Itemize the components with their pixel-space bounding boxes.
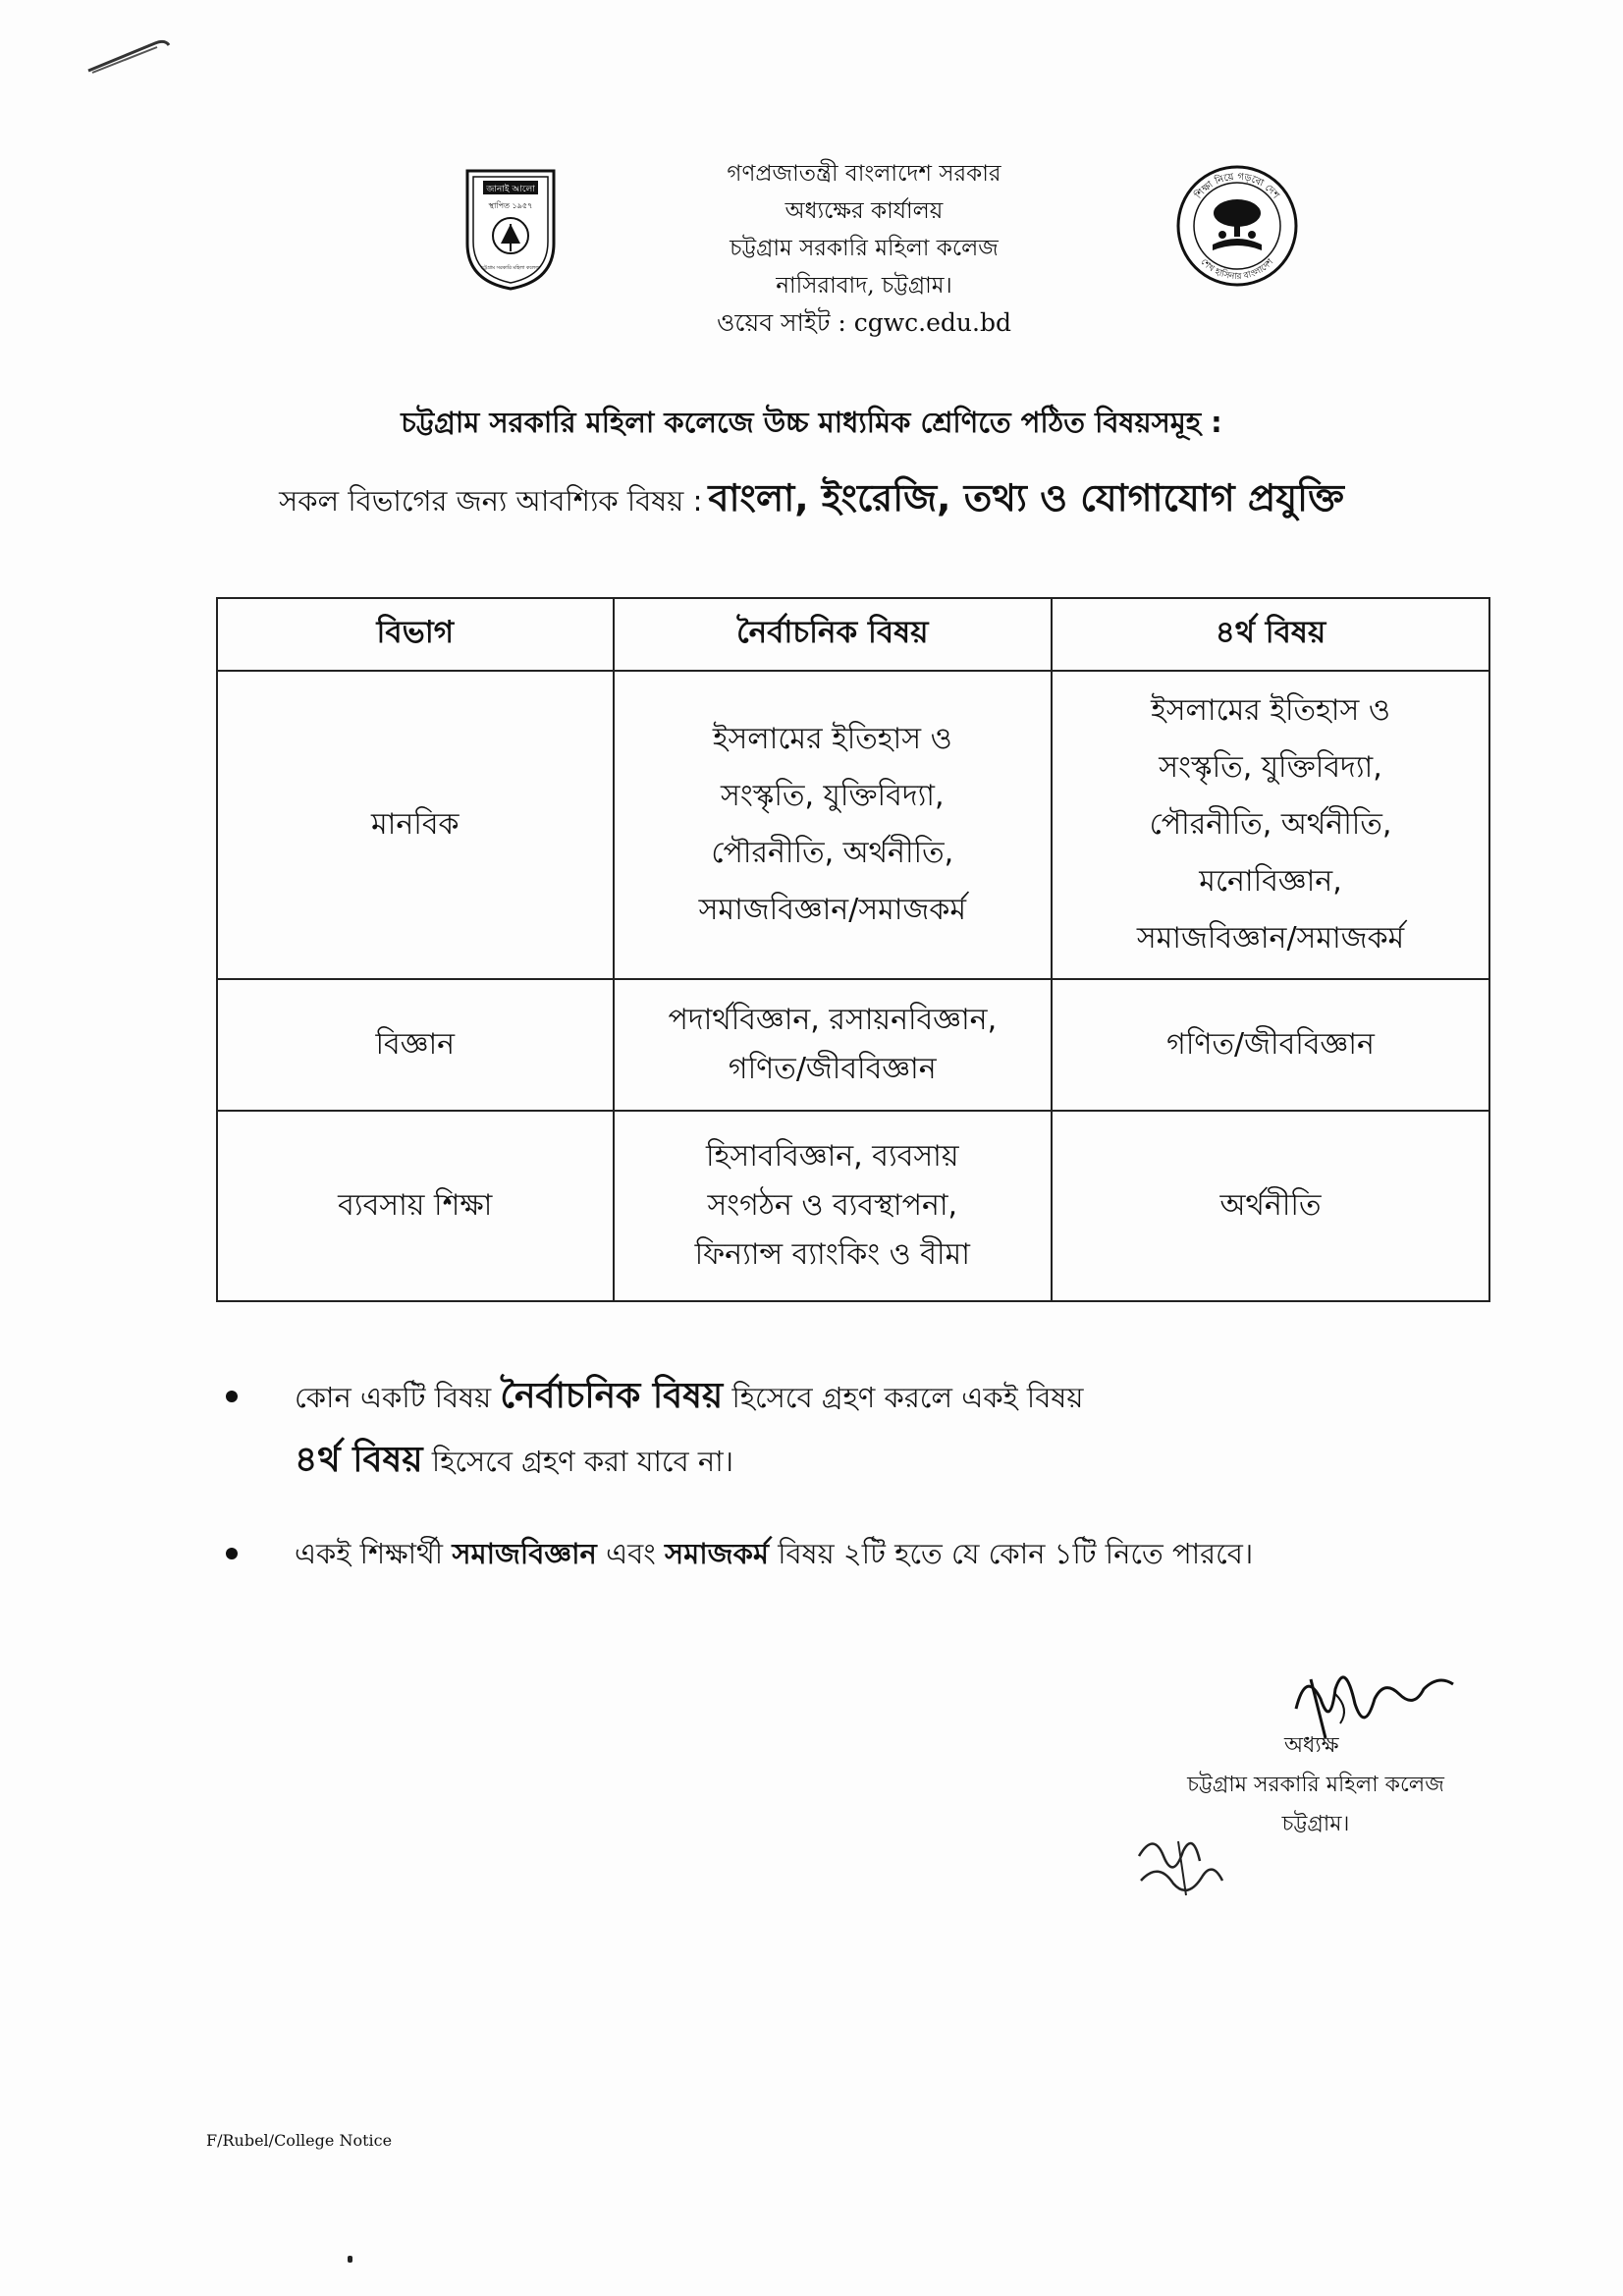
table-row-humanities	[217, 671, 1489, 979]
elective-line: ফিন্যান্স ব্যাংকিং ও বীমা	[694, 1237, 970, 1272]
elective-line: গণিত/জীববিজ্ঞান	[728, 1052, 937, 1086]
elective-cell	[614, 1111, 1053, 1301]
header-website: ওয়েব সাইট : cgwc.edu.bd	[717, 308, 1011, 337]
bullet-icon	[226, 1548, 238, 1559]
signature-institution: চট্টগ্রাম সরকারি মহিলা কলেজ	[1187, 1773, 1444, 1797]
note-emphasis: সমাজকর্ম	[664, 1537, 769, 1570]
header-fourth-subject: ৪র্থ বিষয়	[1052, 598, 1489, 671]
department-cell: বিজ্ঞান	[217, 979, 614, 1111]
fourth-subject-cell	[1052, 979, 1489, 1111]
department-cell: ব্যবসায় শিক্ষা	[217, 1111, 614, 1301]
fourth-subject-cell	[1052, 1111, 1489, 1301]
seal-top-text: শিক্ষা নিয়ে গড়বো দেশ	[1193, 171, 1281, 201]
elective-line: ইসলামের ইতিহাস ও	[712, 722, 952, 756]
campaign-seal-logo	[1173, 162, 1301, 290]
staple-mark	[86, 35, 175, 75]
elective-line: পদার্থবিজ্ঞান, রসায়নবিজ্ঞান,	[668, 1003, 998, 1037]
header-elective: নৈর্বাচনিক বিষয়	[614, 598, 1053, 671]
table-header-row	[217, 598, 1489, 671]
note-text: হিসেবে গ্রহণ করলে একই বিষয়	[731, 1381, 1084, 1414]
emblem-college-name: চট্টগ্রাম সরকারি মহিলা কলেজ	[481, 265, 540, 271]
compulsory-subjects-line	[147, 469, 1476, 532]
note-text: কোন একটি বিষয়	[295, 1381, 492, 1414]
compulsory-subjects: বাংলা, ইংরেজি, তথ্য ও যোগাযোগ প্রযুক্তি	[708, 476, 1344, 519]
compulsory-label: সকল বিভাগের জন্য আবশ্যিক বিষয় :	[279, 484, 703, 518]
header-college: চট্টগ্রাম সরকারি মহিলা কলেজ	[730, 236, 999, 261]
fourth-line: সংস্কৃতি, যুক্তিবিদ্যা,	[1159, 750, 1382, 785]
fourth-line: অর্থনীতি	[1219, 1188, 1322, 1223]
subjects-table	[216, 597, 1490, 1302]
elective-line: হিসাববিজ্ঞান, ব্যবসায়	[706, 1139, 959, 1174]
college-emblem-logo	[461, 165, 560, 293]
note-item	[226, 1522, 1502, 1585]
note-text: এবং	[606, 1537, 656, 1570]
fourth-line: গণিত/জীববিজ্ঞান	[1166, 1027, 1375, 1062]
header-address: নাসিরাবাদ, চট্টগ্রাম।	[776, 273, 952, 299]
note-emphasis: নৈর্বাচনিক বিষয়	[500, 1376, 724, 1416]
fourth-subject-cell	[1052, 671, 1489, 979]
fourth-line: পৌরনীতি, অর্থনীতি,	[1149, 807, 1392, 842]
note-emphasis: ৪র্থ বিষয়	[295, 1440, 423, 1480]
header-office: অধ্যক্ষের কার্যালয়	[784, 198, 944, 224]
notice-title: চট্টগ্রাম সরকারি মহিলা কলেজে উচ্চ মাধ্যমিক শ্রেণিতে পঠিত বিষয়সমূহ :	[401, 406, 1222, 439]
notes-list	[226, 1365, 1502, 1614]
stray-mark	[348, 2256, 352, 2263]
elective-cell	[614, 979, 1053, 1111]
header-department: বিভাগ	[217, 598, 614, 671]
initials-scribble	[1129, 1827, 1237, 1900]
bullet-icon	[226, 1391, 238, 1402]
note-emphasis: সমাজবিজ্ঞান	[452, 1537, 597, 1570]
fourth-line: মনোবিজ্ঞান,	[1199, 864, 1342, 899]
elective-line: সংগঠন ও ব্যবস্থাপনা,	[707, 1188, 958, 1223]
note-text: একই শিক্ষার্থী	[295, 1537, 444, 1570]
office-header	[609, 155, 1119, 342]
fourth-line: সমাজবিজ্ঞান/সমাজকর্ম	[1136, 921, 1405, 956]
signature-city: চট্টগ্রাম।	[1281, 1812, 1350, 1836]
note-text: বিষয় ২টি হতে যে কোন ১টি নিতে পারবে।	[778, 1537, 1254, 1570]
table-row-science	[217, 979, 1489, 1111]
elective-cell	[614, 671, 1053, 979]
elective-line: পৌরনীতি, অর্থনীতি,	[711, 836, 954, 870]
elective-line: সমাজবিজ্ঞান/সমাজকর্ম	[698, 893, 966, 927]
signature-role: অধ্যক্ষ	[1284, 1733, 1339, 1758]
header-government: গণপ্রজাতন্ত্রী বাংলাদেশ সরকার	[727, 161, 1001, 187]
department-cell: মানবিক	[217, 671, 614, 979]
fourth-line: ইসলামের ইতিহাস ও	[1151, 693, 1390, 728]
elective-line: সংস্কৃতি, যুক্তিবিদ্যা,	[721, 779, 945, 813]
note-item	[226, 1365, 1502, 1493]
reference-code: F/Rubel/College Notice	[206, 2131, 393, 2150]
emblem-motto: জানাই আলো	[486, 185, 535, 194]
note-text: হিসেবে গ্রহণ করা যাবে না।	[431, 1445, 733, 1478]
emblem-year: স্থাপিত ১৯৫৭	[488, 201, 533, 210]
table-row-business	[217, 1111, 1489, 1301]
seal-bottom-text: শেখ হাসিনার বাংলাদেশ	[1198, 257, 1276, 283]
